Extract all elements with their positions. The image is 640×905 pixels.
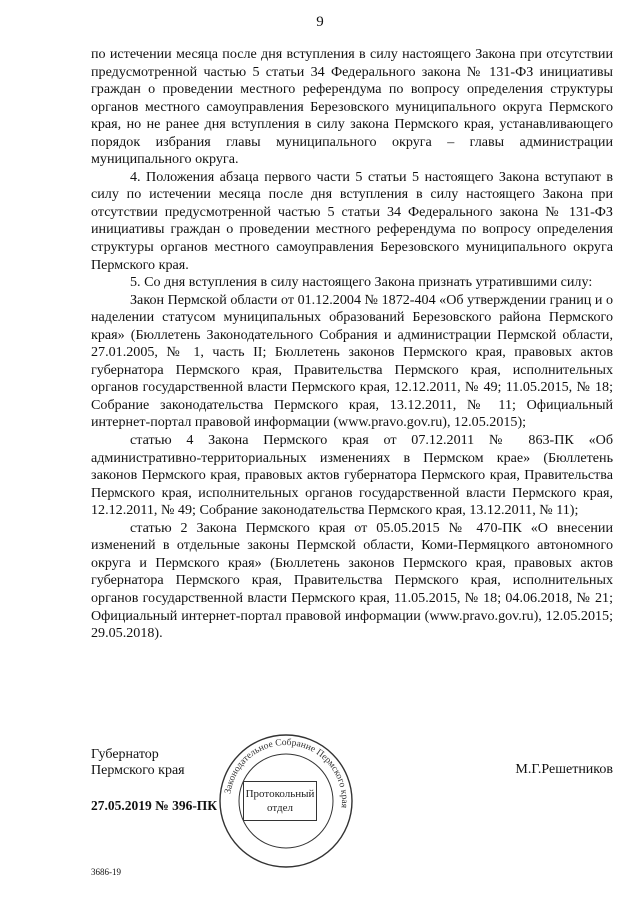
paragraph-law-2011: статью 4 Закона Пермского края от 07.12.2011 № 863-ПК «Об административно-территориальных изменениях в Пермском крае» (Бюллетень законов Пермского края, правовых актов губернатора Пермского края, Правительства Пермского края, исполнительных органов государственной власти Пермского края, 12.12.2011, № 49; Собрание законодательства Пермского края, 13.12.2011, № 11); — [91, 432, 613, 519]
seal-inner-box — [243, 781, 317, 821]
page-number: 9 — [316, 14, 324, 30]
paragraph-item-4: 4. Положения абзаца первого части 5 статьи 5 настоящего Закона вступают в силу по истечении месяца после дня вступления в силу настоящего Закона при отсутствии предусмотренной частью 5 статьи 34 Федерального закона № 131-ФЗ инициативы граждан о проведении местного референдума по вопросу определения структуры органов местного самоуправления Березовского муниципального округа Пермского края. — [91, 168, 613, 273]
signatory-title — [91, 747, 185, 779]
signatory-name: М.Г.Решетников — [515, 762, 613, 777]
official-seal — [218, 733, 354, 869]
document-body — [91, 46, 613, 643]
paragraph-item-5: 5. Со дня вступления в силу настоящего Закона признать утратившими силу: — [130, 274, 593, 291]
paragraph-continuation: по истечении месяца после дня вступления в силу настоящего Закона при отсутствии предусмотренной частью 5 статьи 34 Федерального закона № 131-ФЗ инициативы граждан о проведении местного референдума по вопросу определения структуры органов местного самоуправления Березовского муниципального округа Пермского края, но не ранее дня вступления в силу закона Пермского края, устанавливающего порядок избрания главы муниципального округа – главы администрации муниципального округа. — [91, 46, 613, 168]
paragraph-law-2015: статью 2 Закона Пермского края от 05.05.2015 № 470-ПК «О внесении изменений в отдельные законы Пермской области, Коми-Пермяцкого автономного округа и Пермского края» (Бюллетень законов Пермского края, правовых актов губернатора Пермского края, Правительства Пермского края, исполнительных органов государственной власти Пермского края, 11.05.2015, № 18; 04.06.2018, № 21; Официальный интернет-портал правовой информации (www.pravo.gov.ru), 12.05.2015; 29.05.2018). — [91, 519, 613, 642]
document-code: 3686-19 — [91, 867, 121, 877]
paragraph-law-2004: Закон Пермской области от 01.12.2004 № 1872-404 «Об утверждении границ и о наделении статусом муниципальных образований Березовского района Пермского края» (Бюллетень Законодательного Собрания и администрации Пермской области, 27.01.2005, № 1, часть II; Бюллетень законов Пермского края, правовых актов губернатора Пермского края, Правительства Пермского края, исполнительных органов государственной власти Пермского края, 12.12.2011, № 49; 11.05.2015, № 18; Собрание законодательства Пермского края, 13.12.2011, № 11; Официальный интернет-портал правовой информации (www.pravo.gov.ru), 12.05.2015); — [91, 291, 613, 431]
seal-ring-text: Законодательное Собрание Пермского края — [223, 737, 350, 809]
seal-box-line2: отдел — [267, 802, 293, 814]
seal-box-line1: Протокольный — [245, 788, 315, 800]
document-date-number: 27.05.2019 № 396-ПК — [91, 798, 218, 813]
signatory-title-line2: Пермского края — [91, 763, 185, 778]
signatory-title-line1: Губернатор — [91, 747, 159, 762]
